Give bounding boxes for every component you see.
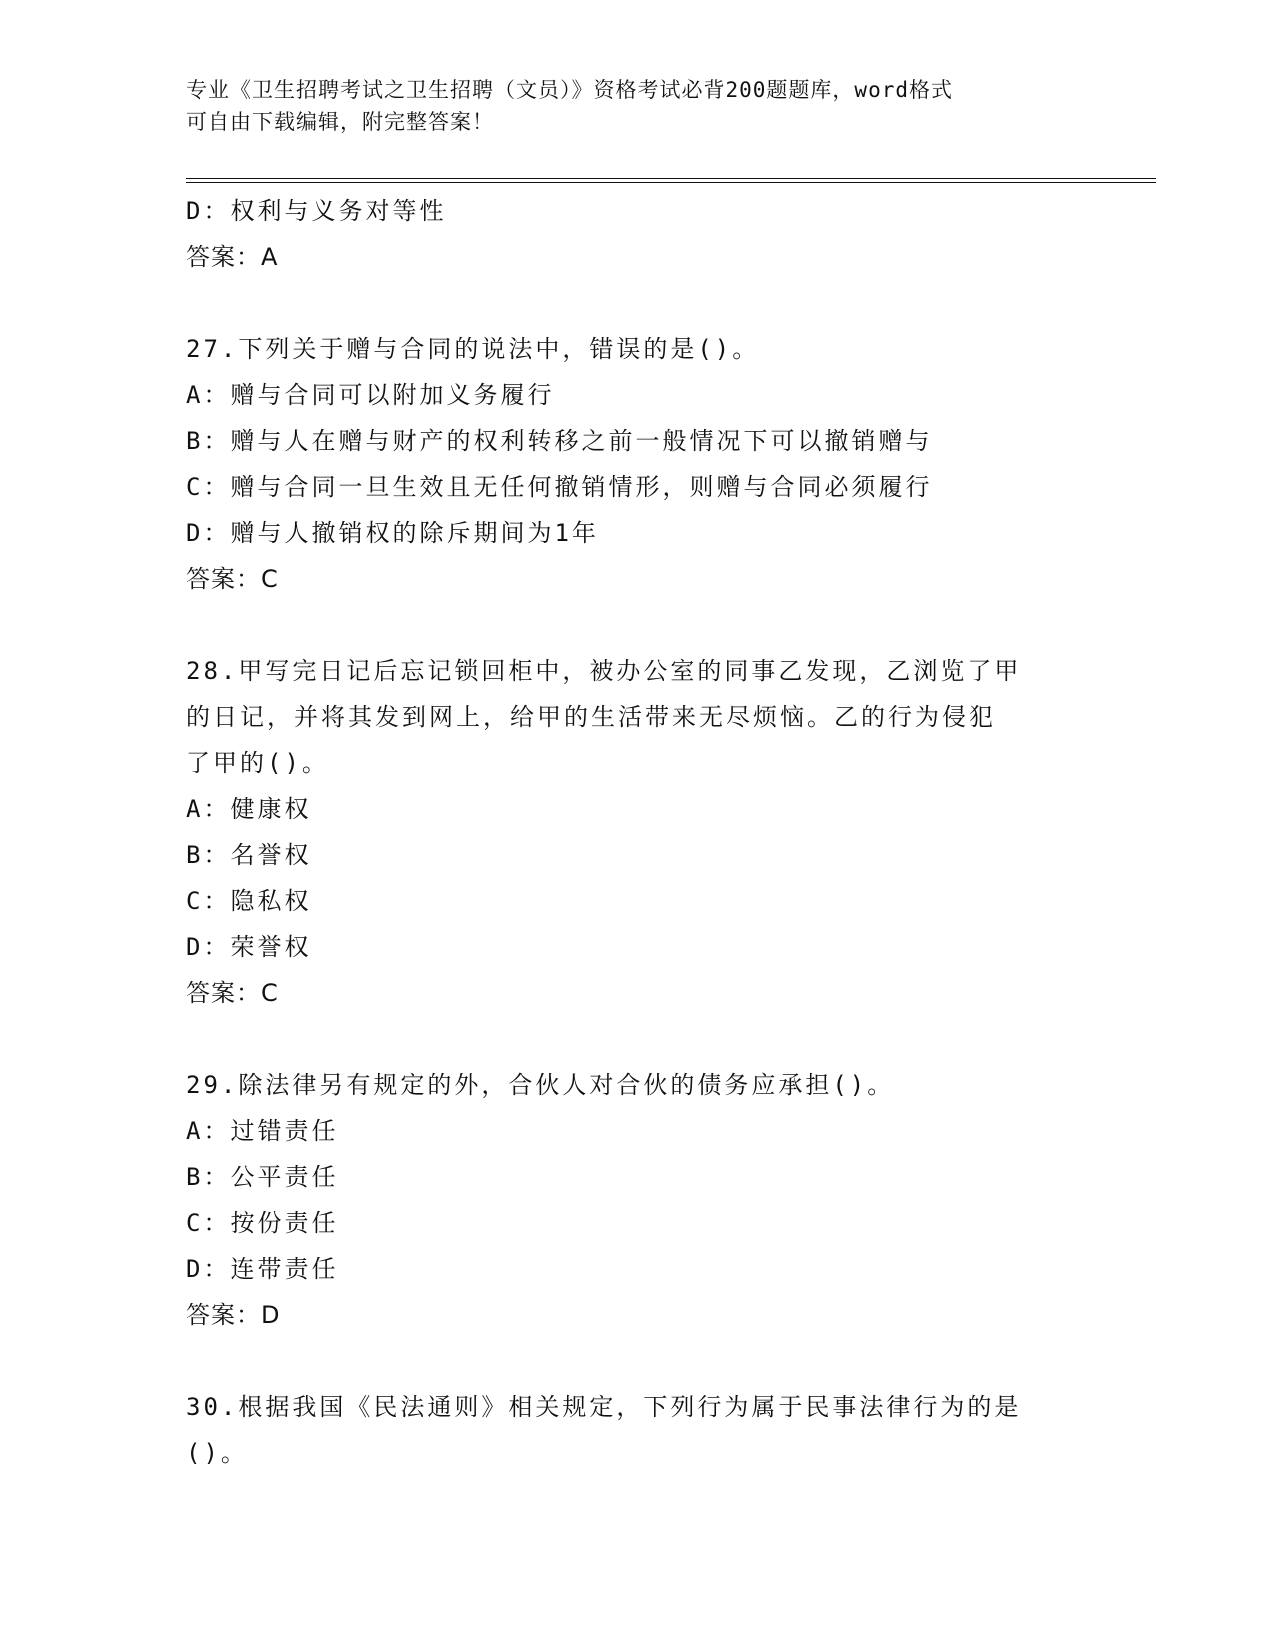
q27-option-b: B：赠与人在赠与财产的权利转移之前一般情况下可以撤销赠与 [186, 427, 933, 455]
q27-stem: 27.下列关于赠与合同的说法中，错误的是()。 [186, 335, 760, 363]
spacer [186, 1016, 1156, 1062]
q29-stem: 29.除法律另有规定的外，合伙人对合伙的债务应承担()。 [186, 1071, 895, 1099]
q28-option-d: D：荣誉权 [186, 933, 312, 961]
q29-answer: 答案：D [186, 1301, 281, 1329]
q29-option-b: B：公平责任 [186, 1163, 339, 1191]
prev-answer: 答案：A [186, 243, 279, 271]
q28-stem-line-2: 的日记，并将其发到网上，给甲的生活带来无尽烦恼。乙的行为侵犯 [186, 703, 996, 731]
q28-option-a: A：健康权 [186, 795, 312, 823]
q27-answer: 答案：C [186, 565, 279, 593]
q28-option-c: C：隐私权 [186, 887, 312, 915]
spacer [186, 1338, 1156, 1384]
header-divider [186, 178, 1156, 183]
q28-stem-line-3: 了甲的()。 [186, 749, 329, 777]
q27-option-a: A：赠与合同可以附加义务履行 [186, 381, 555, 409]
q29-option-d: D：连带责任 [186, 1255, 339, 1283]
spacer [186, 280, 1156, 326]
prev-option-d: D：权利与义务对等性 [186, 197, 447, 225]
q30-stem-line-2: ()。 [186, 1439, 248, 1467]
q29-option-a: A：过错责任 [186, 1117, 339, 1145]
header-title-line-1: 专业《卫生招聘考试之卫生招聘（文员）》资格考试必背200题题库，word格式 [186, 78, 953, 102]
q28-answer: 答案：C [186, 979, 279, 1007]
header-title-line-2: 可自由下载编辑，附完整答案！ [186, 110, 494, 134]
document-header [186, 74, 1066, 138]
question-list [186, 188, 1156, 1476]
q28-stem-line-1: 28.甲写完日记后忘记锁回柜中，被办公室的同事乙发现，乙浏览了甲 [186, 657, 1022, 685]
q29-option-c: C：按份责任 [186, 1209, 339, 1237]
q27-option-d: D：赠与人撤销权的除斥期间为1年 [186, 519, 599, 547]
q30-stem-line-1: 30.根据我国《民法通则》相关规定，下列行为属于民事法律行为的是 [186, 1393, 1022, 1421]
q27-option-c: C：赠与合同一旦生效且无任何撤销情形，则赠与合同必须履行 [186, 473, 933, 501]
q28-option-b: B：名誉权 [186, 841, 312, 869]
spacer [186, 602, 1156, 648]
